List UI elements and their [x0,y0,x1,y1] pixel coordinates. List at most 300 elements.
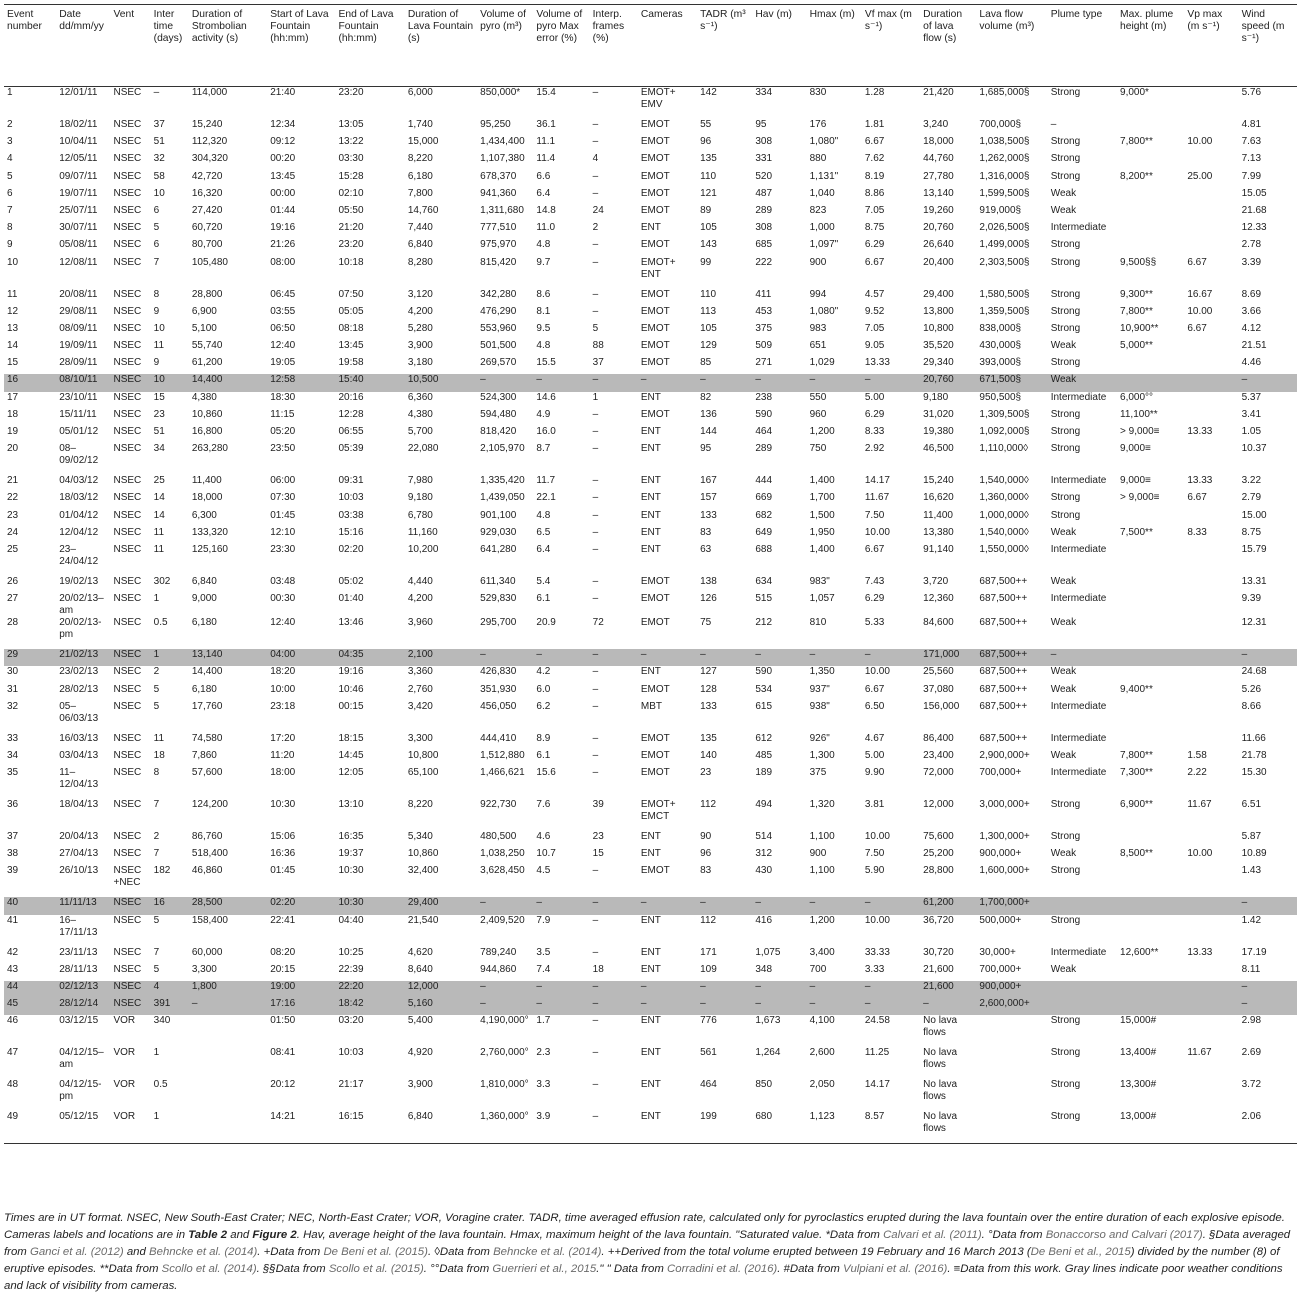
table-cell: 5 [153,683,160,695]
table-cell: 5,700 [407,426,433,437]
note-text: ) divided by the number (8) of eruptive episodes. **Data from [4,1246,1280,1275]
table-cell: – [189,998,267,1015]
table-cell: 19/09/11 [59,340,98,352]
table-cell: 18 [592,963,604,975]
table-cell: 7.13 [1241,153,1262,165]
table-cell: 1,512,880 [480,749,525,761]
table-cell: 05:05 [338,305,364,317]
table-cell: 9,400** [1120,683,1153,695]
table-row [4,544,1297,576]
table-cell: 2.98 [1241,1015,1262,1027]
table-cell: 5,280 [407,322,433,334]
table-cell: 18:42 [336,998,405,1015]
table-cell: 34 [7,749,19,761]
table-cell: – [533,374,589,391]
table-row [4,239,1297,256]
table-cell: NSEC [113,946,142,958]
table-cell: MBT [640,700,662,712]
table-cell: 6.67 [864,136,885,148]
table-cell: – [592,1047,599,1059]
table-cell: 109 [700,963,717,975]
table-cell: 55,740 [191,340,223,352]
table-cell: 04:40 [338,914,364,926]
table-cell: 8.7 [536,443,551,455]
table-cell: 3,720 [923,575,949,587]
table-cell: 10,800 [407,749,439,761]
table-cell: EMOT+ EMV [640,87,676,110]
table-cell: 9,000≡ [1120,475,1151,487]
reference-link[interactable]: Corradini et al. (2016) [667,1263,778,1275]
table-cell: – [807,374,862,391]
table-cell: ENT [640,543,661,555]
table-cell: – [592,767,599,779]
table-cell [189,1079,267,1111]
table-cell: 13,000# [1117,1111,1184,1144]
table-cell: 1,350 [809,666,835,678]
table-cell: 8.33 [1187,526,1207,538]
table-cell: – [592,119,599,130]
table-cell: ENT [640,848,661,860]
table-cell: > 9,000≡ [1120,426,1160,437]
table-cell [1117,576,1184,593]
table-cell: 1,700,000+ [976,897,1047,914]
reference-link[interactable]: Calvari et al. (2011) [883,1229,982,1241]
table-cell: 5.26 [1241,683,1262,695]
table-cell: – [592,732,599,744]
table-row [4,136,1297,153]
table-cell: 10.00 [864,831,890,843]
table-cell: 1,040 [809,187,835,199]
table-cell: 222 [755,256,773,268]
table-cell: – [697,374,752,391]
table-cell: 1,100 [809,865,835,877]
table-cell: 850,000* [480,87,521,98]
table-cell: 12.31 [1241,617,1267,629]
note-text: . §§Data from [256,1263,329,1275]
table-cell: – [862,998,920,1015]
table-cell: 19 [7,426,19,437]
table-cell: 9.5 [536,322,551,334]
table-cell: – [477,649,533,666]
table-cell: NSEC [113,767,142,779]
table-cell: 5.76 [1241,87,1262,98]
table-cell: 1,131" [809,170,839,182]
table-cell: 411 [755,288,772,300]
table-cell: 1,097" [809,239,839,251]
table-cell: 838,000§ [979,322,1022,334]
table-cell: 3,900 [407,1079,433,1091]
reference-link[interactable]: Behncke et al. (2014) [493,1246,602,1258]
table-cell: – [592,575,599,587]
table-cell: 6.67 [864,543,885,555]
table-cell: – [752,981,806,998]
table-cell: 6,000°° [1120,391,1154,403]
table-cell: 7,800** [1120,305,1153,317]
table-cell: 95,250 [480,119,511,130]
table-cell: 1,309,500§ [979,408,1030,420]
table-cell: 23:30 [270,543,296,555]
table-cell: 23 [700,767,712,779]
table-cell: 11,100** [1120,408,1158,420]
table-cell: 10.7 [536,848,556,860]
table-row [4,357,1297,374]
table-row [4,947,1297,964]
table-cell: 5 [7,170,13,182]
table-cell: 6.51 [1241,799,1262,811]
table-cell: 3.33 [864,963,885,975]
table-cell: 7.62 [864,153,885,165]
table-cell: – [477,998,533,1015]
table-cell [1117,998,1184,1015]
table-cell: 2 [153,666,160,678]
table-cell: ENT [640,222,661,234]
table-cell: ENT [640,831,661,843]
table-cell: 391 [151,998,189,1015]
table-cell: 8.11 [1241,963,1261,975]
table-cell: Strong [1050,170,1081,182]
table-cell: 15 [7,357,19,369]
table-cell: 29,400 [923,288,954,300]
table-cell: 289 [755,204,773,216]
table-cell: NSEC [113,475,142,487]
table-cell: 15:28 [338,170,364,182]
table-cell: 02:20 [338,543,364,555]
table-cell: 1.43 [1241,865,1262,877]
table-cell: 3,120 [407,288,433,300]
table-cell: 72,000 [923,767,954,779]
table-cell: 13,300# [1120,1079,1157,1091]
table-cell: 8,220 [407,799,433,811]
table-cell: 11,160 [407,526,438,538]
table-cell: 14,400 [189,374,267,391]
reference-link[interactable]: Guerrieri et al., 2015 [492,1263,597,1275]
table-cell: 48 [7,1079,19,1091]
table-cell: 700 [809,963,827,975]
table-row [4,87,1297,120]
reference-link[interactable]: De Beni et al., 2015 [1030,1246,1131,1258]
table-cell [1117,510,1184,527]
table-cell: 9.52 [864,305,885,317]
figure-2-link[interactable]: Figure 2 [252,1229,297,1241]
table-cell: 47 [7,1047,19,1059]
table-cell: 2.69 [1241,1047,1262,1059]
table-cell: 3.72 [1241,1079,1262,1091]
table-cell: 15 [153,391,165,403]
table-cell: ENT [640,475,661,487]
table-cell: 10 [7,256,19,268]
note-text: . °Data from [981,1229,1046,1241]
table-cell: 28 [7,617,19,629]
table-cell: 1,499,000§ [979,239,1030,251]
table-cell: 1,320 [809,799,835,811]
table-cell: 6,900** [1120,799,1153,811]
table-cell: 37,080 [923,683,954,695]
table-cell: EMOT [640,767,670,779]
table-cell: 342,280 [480,288,517,300]
table-cell: 13,400# [1120,1047,1157,1059]
table-cell: 18:30 [270,391,296,403]
table-cell: 509 [755,340,773,352]
table-cell: 91,140 [923,543,954,555]
table-cell: 7,800** [1120,749,1153,761]
column-header: Lava flow volume (m³) [976,5,1047,87]
table-cell: 16,320 [191,187,223,199]
table-cell [1184,964,1238,981]
table-cell: 4,200 [407,305,433,317]
table-cell: 700,000+ [979,767,1022,779]
reference-link[interactable]: Scollo et al. (2015) [328,1263,424,1275]
table-cell: – [638,649,697,666]
table-row [4,492,1297,509]
table-cell: 1,550,000◊ [979,543,1029,555]
table-cell: 850 [755,1079,773,1091]
reference-link[interactable]: Bonaccorso and Calvari (2017) [1045,1229,1203,1241]
table-cell: 40 [4,897,56,914]
table-cell: NSEC [113,239,142,251]
table-cell: 182 [153,865,171,877]
table-cell: 919,000§ [979,204,1022,216]
table-cell: 22.1 [536,492,556,504]
table-row [4,119,1297,136]
table-cell: 23 [153,408,165,420]
table-cell: 86,760 [191,831,223,843]
table-cell: 8.57 [862,1111,920,1144]
table-cell [1117,544,1184,576]
reference-link[interactable]: Vulpiani et al. (2016) [843,1263,948,1275]
table-cell: – [752,998,806,1015]
table-cell [1117,831,1184,848]
table-cell: 1 [153,593,160,605]
table-cell: 312 [755,848,773,860]
table-cell: 9,300** [1120,288,1153,300]
table-cell: 00:30 [270,593,296,605]
table-cell: Strong [1050,322,1081,334]
table-cell: Strong [1050,914,1081,926]
table-cell: 14.17 [864,1079,890,1091]
table-cell: Intermediate [1050,222,1107,234]
table-cell: 13:10 [338,799,364,811]
table-cell: 10,900** [1120,322,1159,334]
table-cell: 129 [700,340,717,352]
note-text: . §Data averaged from [4,1229,1291,1258]
table-cell: 1,800 [189,981,267,998]
table-cell: – [752,374,806,391]
table-cell: 553,960 [480,322,517,334]
table-cell: 3.5 [536,946,551,958]
table-cell: EMOT [640,322,670,334]
table-cell: 16–17/11/13 [59,914,98,938]
table-cell: 90 [700,831,712,843]
table-cell: 6.29 [864,239,885,251]
table-cell: 14.8 [536,204,556,216]
table-cell: 375 [755,322,773,334]
reference-link[interactable]: Ganci et al. (2012) [29,1246,124,1258]
table-cell: 01:50 [270,1015,296,1027]
table-cell: 444,410 [480,732,517,744]
table-cell: 01:40 [338,593,364,605]
table-cell: 1,092,000§ [979,426,1030,437]
table-cell: – [592,700,599,712]
table-cell: VOR [110,1111,150,1144]
table-cell: 03:20 [338,1015,364,1027]
table-cell: 5.4 [536,575,551,587]
note-text: Times are in UT format. NSEC, New South-East Crater; NEC, North-East Crater; VOR, Voragine crater. TADR, time averaged effusion rate, calculated only for pyroclastics erupted during the lava fountain over the entire duration of each explosive episode. Cameras labels and locations are in [4,1212,1285,1241]
table-cell: 4,620 [407,946,433,958]
table-row [4,443,1297,475]
table-cell: Strong [1050,153,1081,165]
table-cell: 24.68 [1241,666,1267,678]
table-cell: 687,500++ [979,732,1028,744]
table-cell: 6,000 [407,87,433,98]
table-cell: 818,420 [480,426,517,437]
table-cell: Weak [1050,963,1077,975]
table-cell: 11–12/04/13 [59,767,99,791]
table-cell [1184,1079,1238,1111]
table-cell: 72 [592,617,604,629]
column-header: Plume type [1048,5,1117,87]
table-cell: – [1048,649,1117,666]
table-cell: 5,100 [191,322,217,334]
table-cell: 1,810,000° [480,1079,529,1091]
table-cell: – [592,426,599,437]
table-cell: 7.6 [536,799,551,811]
table-cell: 28/09/11 [59,357,98,369]
table-cell: 4.6 [536,831,551,843]
table-row [4,475,1297,492]
table-cell: 21:20 [338,222,364,234]
table-cell: 189 [755,767,773,779]
table-cell: 06:45 [270,288,296,300]
table-cell: 61,200 [920,897,976,914]
table-cell: 611,340 [480,575,516,587]
table-cell: 823 [809,204,827,216]
table-cell: 2 [7,119,13,130]
table-cell: 22:41 [270,914,296,926]
table-cell: 1,500 [809,509,835,521]
table-cell: 10,860 [191,408,223,420]
table-cell: 23 [7,509,19,521]
table-cell: 02/12/13 [56,981,110,998]
table-row [4,1015,1297,1047]
table-cell: 12/01/11 [59,87,98,98]
table-cell: 3 [7,136,13,148]
table-cell: 15:40 [336,374,405,391]
table-cell: 1,673 [755,1015,781,1027]
table-cell [1184,865,1238,897]
table-cell: 8,200** [1120,170,1153,182]
table-cell: 687,500++ [979,700,1028,712]
table-cell: Strong [1048,1111,1117,1144]
table-cell: 27/04/13 [59,848,99,860]
table-cell: 105 [700,222,717,234]
table-cell: 89 [700,204,712,216]
table-cell: 10:46 [338,683,364,695]
table-cell [1184,649,1238,666]
table-cell: 8.75 [1241,526,1262,538]
table-2-link[interactable]: Table 2 [188,1229,228,1241]
table-cell: 295,700 [480,617,517,629]
table-cell: 65,100 [407,767,439,779]
table-cell: 1,434,400 [480,136,525,148]
table-cell: 23,400 [923,749,954,761]
table-cell: 144 [700,426,717,437]
table-cell: 20.9 [536,617,556,629]
table-cell: – [920,998,976,1015]
table-cell: EMOT [640,749,670,761]
table-cell: 06:55 [338,426,364,437]
table-cell: – [807,649,862,666]
table-cell: 9,000* [1120,87,1149,98]
table-cell: 12/08/11 [59,256,98,268]
table-cell [1048,998,1117,1015]
table-cell: Intermediate [1050,593,1107,605]
table-cell: 28,800 [923,865,954,877]
table-cell: 5 [153,963,160,975]
table-cell [1117,666,1184,683]
reference-link[interactable]: Behncke et al. (2014) [149,1246,258,1258]
table-cell: 515 [755,593,773,605]
table-cell: 6,180 [191,683,217,695]
table-cell: Weak [1050,666,1077,678]
table-cell: EMOT [640,732,670,744]
table-row [4,392,1297,409]
table-row [4,323,1297,340]
table-cell: 12:28 [338,408,364,420]
table-cell: 34 [153,443,165,455]
table-cell: 6,840 [191,575,217,587]
table-cell: 1,110,000◊ [979,443,1029,455]
table-cell: Strong [1050,799,1081,811]
table-cell: 04:00 [267,649,335,666]
table-cell: – [592,492,599,504]
reference-link[interactable]: De Beni et al. (2015) [323,1246,428,1258]
table-cell: 176 [809,119,827,130]
table-cell: 9,000≡ [1120,443,1151,455]
table-cell: 11:15 [270,408,295,420]
table-cell: 1.28 [864,87,885,98]
table-cell: 5 [153,914,160,926]
table-cell: 776 [700,1015,717,1027]
table-cell: 10.00 [1187,136,1213,148]
table-cell: – [862,374,920,391]
table-cell: – [592,865,599,877]
table-row [4,222,1297,239]
table-cell: 1,300,000+ [979,831,1030,843]
table-cell: 922,730 [480,799,517,811]
table-cell: 1,685,000§ [979,87,1030,98]
table-cell: 199 [697,1111,752,1144]
table-row [4,831,1297,848]
table-cell: 4.67 [864,732,885,744]
table-cell: 1,950 [809,526,835,538]
table-row [4,374,1297,391]
table-cell: 15,000 [407,136,439,148]
table-cell: 96 [700,136,712,148]
table-cell: 13 [7,322,19,334]
table-cell: 9.39 [1241,593,1262,605]
table-cell: 700,000§ [979,119,1022,130]
table-cell: 9 [153,305,160,317]
table-cell: Weak [1050,187,1077,199]
table-cell: 10 [153,322,165,334]
note-text: . +Data from [257,1246,324,1258]
reference-link[interactable]: Scollo et al. (2014) [161,1263,257,1275]
table-cell: EMOT [640,617,670,629]
table-cell: 7 [153,256,160,268]
table-cell: 2.3 [536,1047,551,1059]
table-cell: 39 [592,799,604,811]
table-cell: 96 [700,848,712,860]
